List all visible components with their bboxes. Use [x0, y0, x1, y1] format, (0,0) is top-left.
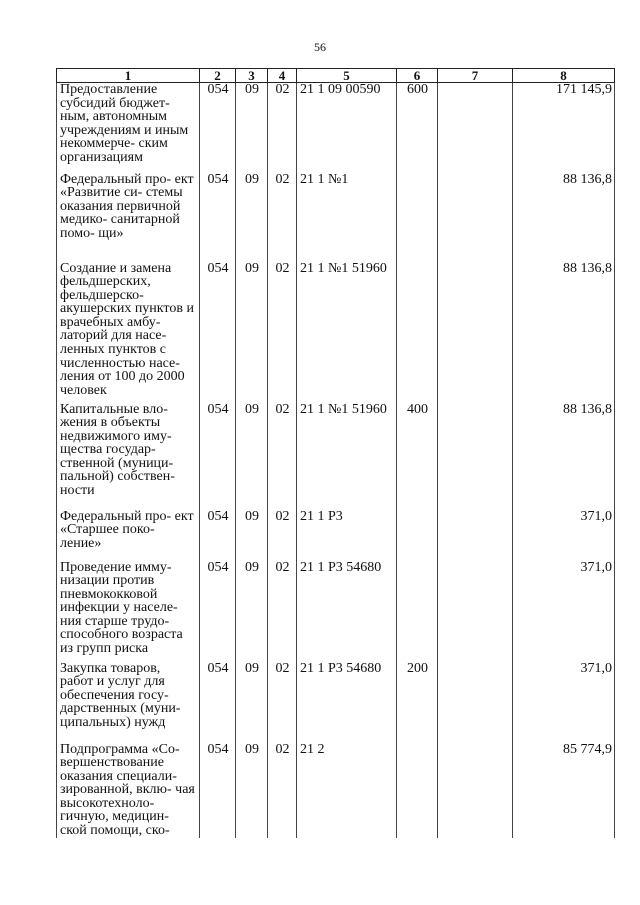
column-header-2: 2	[200, 69, 236, 83]
row-col7	[438, 403, 513, 510]
column-header-6: 6	[397, 69, 438, 83]
row-target-article: 21 1 №1 51960	[297, 403, 397, 510]
row-col7	[438, 743, 513, 838]
row-target-article: 21 1 09 00590	[297, 83, 397, 173]
row-expense-type	[397, 510, 438, 561]
row-ministry-code: 054	[200, 561, 236, 662]
table-row	[57, 743, 615, 838]
column-header-8: 8	[513, 69, 615, 83]
row-ministry-code: 054	[200, 403, 236, 510]
row-name: Подпрограмма «Со- вершенствование оказания специали- зированной, вклю- чая высокотехноло- гичную, медицин- ской помощи, ско-	[57, 743, 200, 838]
row-col7	[438, 262, 513, 403]
row-name: Федеральный про- ект «Развитие си- стемы оказания первичной медико- санитарной помо- щи»	[57, 173, 200, 262]
row-name: Создание и замена фельдшерских, фельдшерско- акушерских пунктов и врачебных амбу- латорий для насе- ленных пунктов с численностью насе- ления от 100 до 2000 человек	[57, 262, 200, 403]
row-expense-type	[397, 743, 438, 838]
row-ministry-code: 054	[200, 173, 236, 262]
column-header-1: 1	[57, 69, 200, 83]
table-row	[57, 510, 615, 561]
row-section: 09	[236, 173, 268, 262]
row-section: 09	[236, 510, 268, 561]
row-expense-type: 200	[397, 662, 438, 743]
row-amount: 88 136,8	[513, 173, 615, 262]
row-section: 09	[236, 561, 268, 662]
column-header-5: 5	[297, 69, 397, 83]
row-section: 09	[236, 262, 268, 403]
row-amount: 88 136,8	[513, 262, 615, 403]
row-col7	[438, 662, 513, 743]
row-ministry-code: 054	[200, 662, 236, 743]
row-amount: 371,0	[513, 561, 615, 662]
row-target-article: 21 1 №1 51960	[297, 262, 397, 403]
row-target-article: 21 1 P3 54680	[297, 561, 397, 662]
table-row	[57, 403, 615, 510]
row-expense-type	[397, 262, 438, 403]
row-target-article: 21 1 P3 54680	[297, 662, 397, 743]
column-header-3: 3	[236, 69, 268, 83]
row-ministry-code: 054	[200, 262, 236, 403]
row-subsection: 02	[268, 83, 297, 173]
header-row	[57, 69, 615, 83]
row-name: Предоставление субсидий бюджет- ным, автономным учреждениям и иным некоммерче- ским организациям	[57, 83, 200, 173]
row-name: Закупка товаров, работ и услуг для обеспечения госу- дарственных (муни- ципальных) нужд	[57, 662, 200, 743]
column-header-7: 7	[438, 69, 513, 83]
table-row	[57, 662, 615, 743]
row-col7	[438, 561, 513, 662]
row-subsection: 02	[268, 561, 297, 662]
row-ministry-code: 054	[200, 83, 236, 173]
row-target-article: 21 1 P3	[297, 510, 397, 561]
row-amount: 371,0	[513, 662, 615, 743]
row-expense-type: 400	[397, 403, 438, 510]
row-subsection: 02	[268, 510, 297, 561]
row-section: 09	[236, 662, 268, 743]
row-col7	[438, 83, 513, 173]
row-subsection: 02	[268, 743, 297, 838]
row-subsection: 02	[268, 173, 297, 262]
row-section: 09	[236, 83, 268, 173]
table-row	[57, 561, 615, 662]
row-subsection: 02	[268, 403, 297, 510]
row-ministry-code: 054	[200, 510, 236, 561]
row-name: Проведение имму- низации против пневмококковой инфекции у населе- ния старше трудо- способного возраста из групп риска	[57, 561, 200, 662]
row-expense-type	[397, 173, 438, 262]
table-row	[57, 83, 615, 173]
row-name: Капитальные вло- жения в объекты недвижимого иму- щества государ- ственной (муници- пальной) собствен- ности	[57, 403, 200, 510]
table-row	[57, 173, 615, 262]
row-section: 09	[236, 743, 268, 838]
row-expense-type: 600	[397, 83, 438, 173]
row-expense-type	[397, 561, 438, 662]
row-section: 09	[236, 403, 268, 510]
row-name: Федеральный про- ект «Старшее поко- ление»	[57, 510, 200, 561]
column-header-4: 4	[268, 69, 297, 83]
row-subsection: 02	[268, 262, 297, 403]
row-ministry-code: 054	[200, 743, 236, 838]
row-amount: 88 136,8	[513, 403, 615, 510]
row-amount: 371,0	[513, 510, 615, 561]
row-col7	[438, 510, 513, 561]
row-amount: 171 145,9	[513, 83, 615, 173]
row-subsection: 02	[268, 662, 297, 743]
budget-table	[56, 68, 615, 838]
row-target-article: 21 2	[297, 743, 397, 838]
table-row	[57, 262, 615, 403]
row-col7	[438, 173, 513, 262]
row-target-article: 21 1 №1	[297, 173, 397, 262]
page-number: 56	[314, 40, 326, 54]
row-amount: 85 774,9	[513, 743, 615, 838]
